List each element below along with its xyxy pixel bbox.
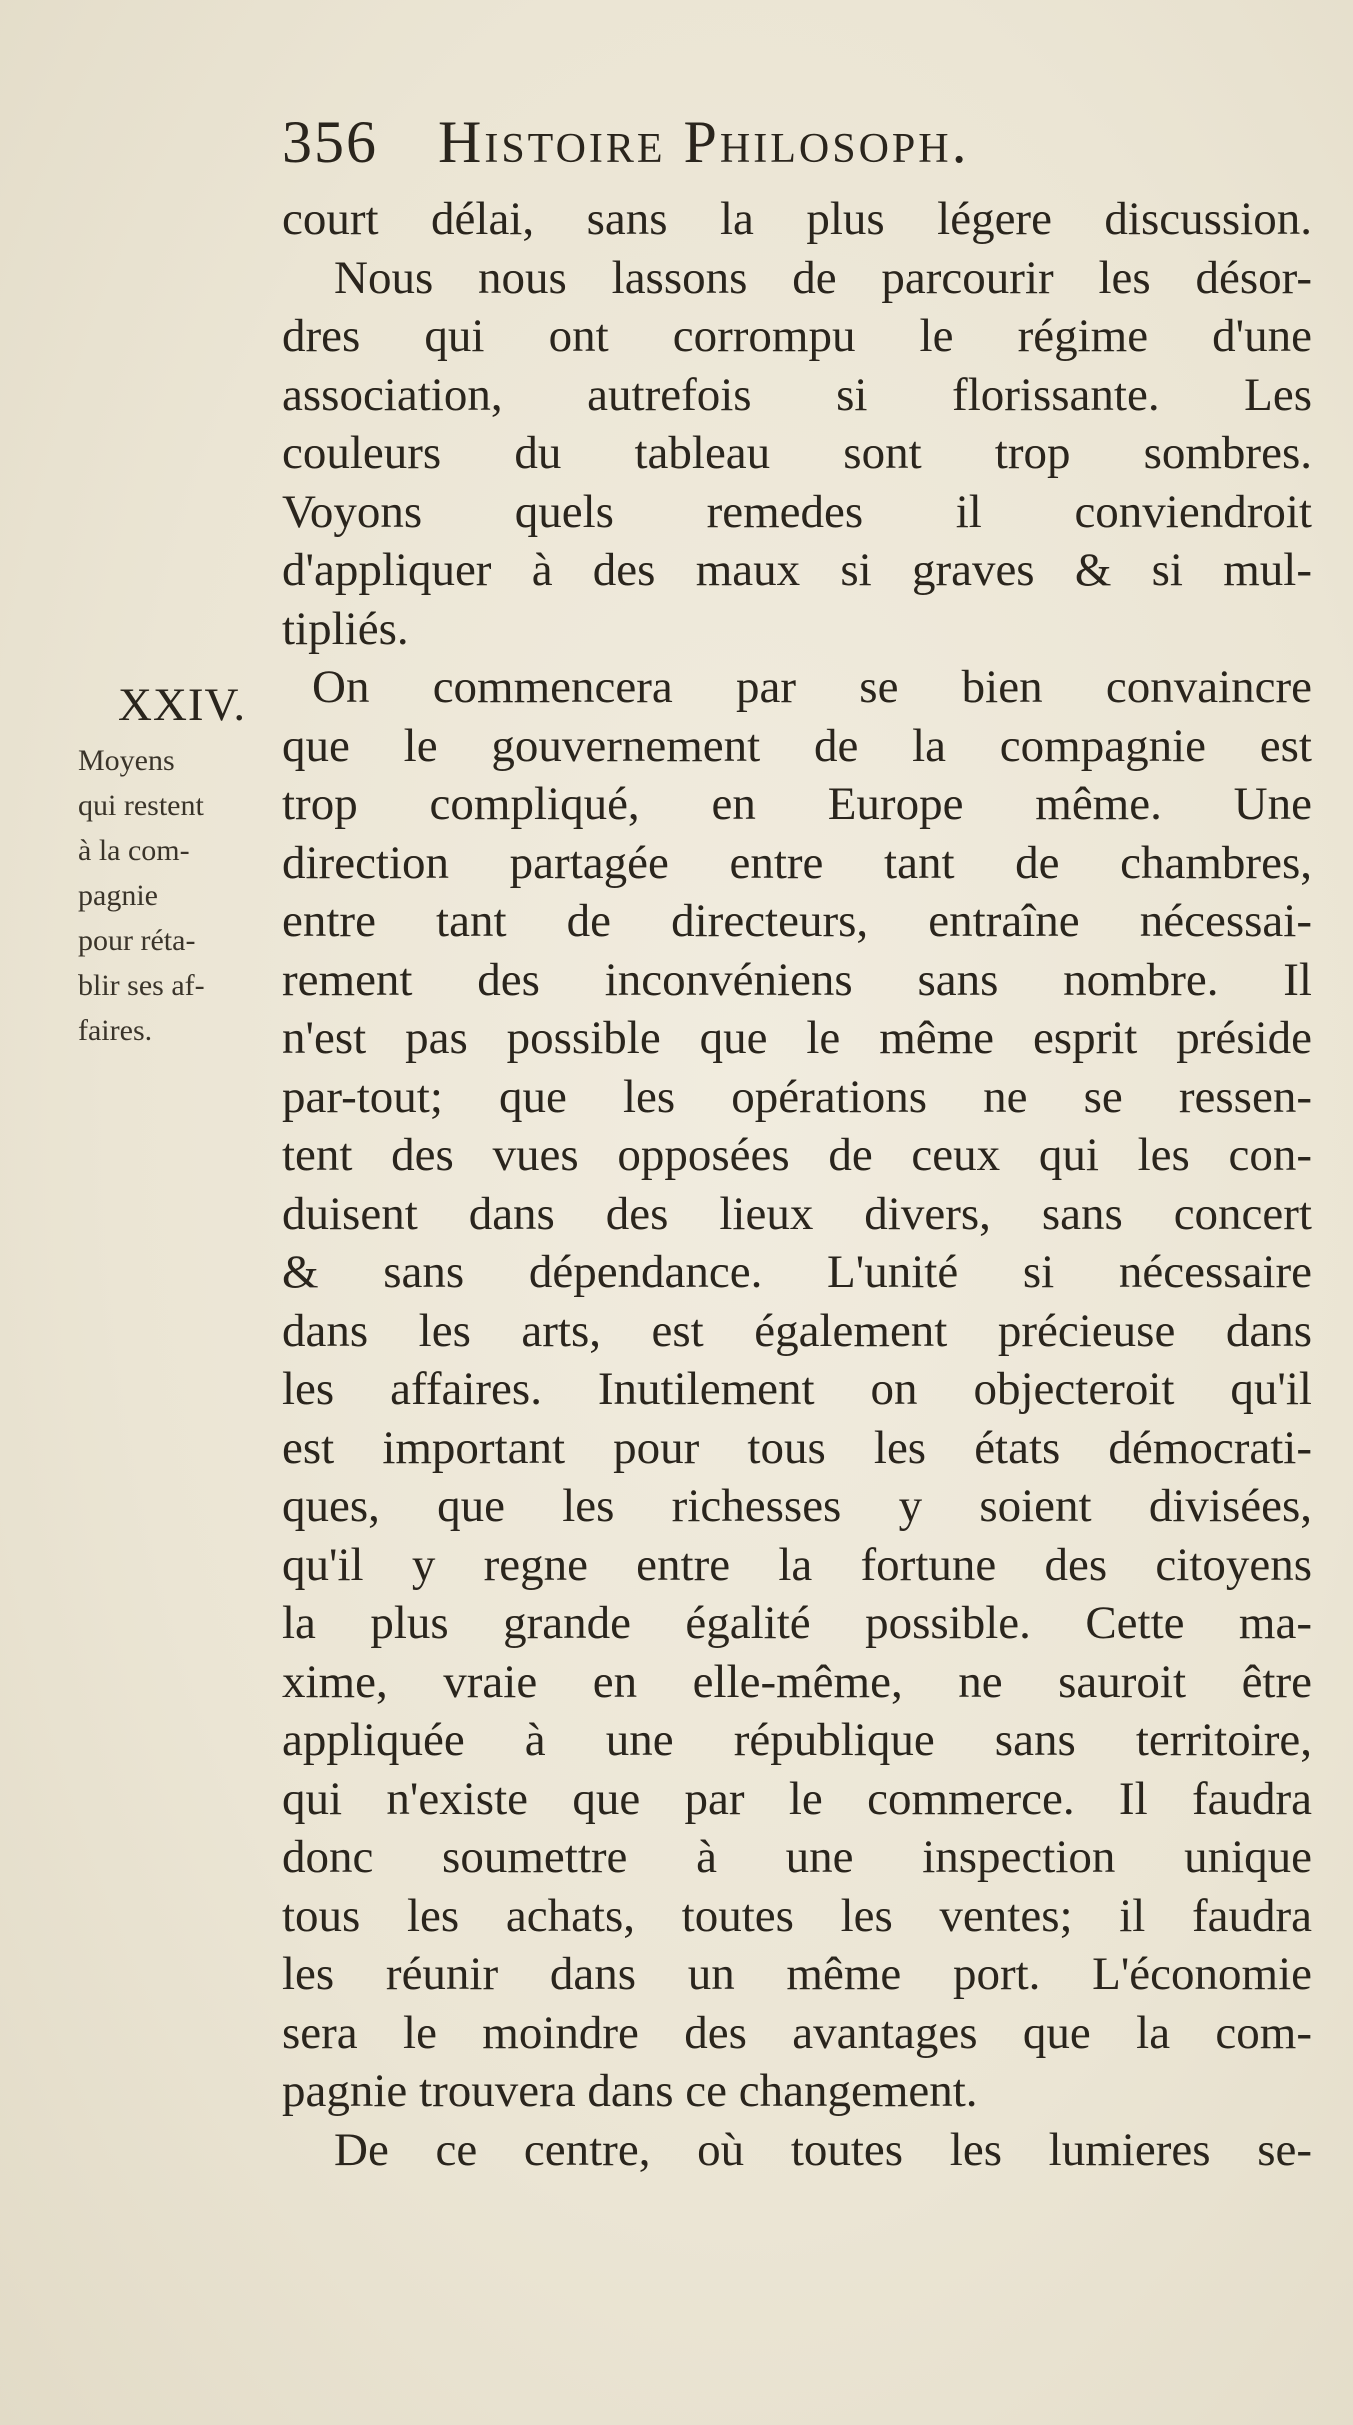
text-line: dans les arts, est également précieuse dans	[282, 1304, 1312, 1357]
margin-note-line: pagnie	[78, 879, 158, 912]
section-number: XXIV.	[118, 679, 247, 731]
body-text	[282, 190, 1312, 2179]
text-line: tous les achats, toutes les ventes; il faudra	[282, 1889, 1312, 1942]
text-line: duisent dans des lieux divers, sans concert	[282, 1187, 1312, 1240]
paragraph-last-line: tipliés.	[282, 602, 409, 655]
margin-note-line: qui restent	[78, 789, 204, 822]
text-line: Voyons quels remedes il conviendroit	[282, 485, 1312, 538]
text-line: trop compliqué, en Europe même. Une	[282, 778, 1312, 830]
text-line: ques, que les richesses y soient divisées,	[282, 1480, 1312, 1532]
text-line: & sans dépendance. L'unité si nécessaire	[282, 1246, 1312, 1298]
paragraph-first-line: Nous nous lassons de parcourir les désor-	[334, 251, 1312, 304]
text-line: est important pour tous les états démocrati-	[282, 1421, 1312, 1474]
text-line: les affaires. Inutilement on objecteroit qu'il	[282, 1363, 1312, 1415]
margin-note-line: Moyens	[78, 744, 175, 777]
text-line: donc soumettre à une inspection unique	[282, 1831, 1312, 1883]
text-line: court délai, sans la plus légere discussion.	[282, 193, 1312, 245]
text-line: association, autrefois si florissante. Les	[282, 368, 1312, 421]
running-header	[282, 108, 970, 177]
text-line: xime, vraie en elle-même, ne sauroit être	[282, 1655, 1312, 1708]
margin-note-line: pour réta-	[78, 924, 196, 957]
running-title: Histoire Philosoph.	[438, 109, 970, 175]
margin-note-line: faires.	[78, 1014, 153, 1047]
text-line: qui n'existe que par le commerce. Il faudra	[282, 1772, 1312, 1825]
text-line: qu'il y regne entre la fortune des citoyens	[282, 1538, 1312, 1591]
text-line: d'appliquer à des maux si graves & si mul-	[282, 544, 1312, 596]
paragraph-first-line: De ce centre, où toutes les lumieres se-	[334, 2123, 1312, 2176]
margin-note-line: blir ses af-	[78, 969, 205, 1002]
text-line: par-tout; que les opérations ne se ressen-	[282, 1070, 1312, 1123]
margin-note	[78, 738, 278, 1053]
text-line: appliquée à une république sans territoire,	[282, 1714, 1312, 1766]
text-line: entre tant de directeurs, entraîne nécessai-	[282, 895, 1312, 947]
text-line: n'est pas possible que le même esprit préside	[282, 1012, 1312, 1064]
text-line: les réunir dans un même port. L'économie	[282, 1948, 1312, 2000]
text-line: couleurs du tableau sont trop sombres.	[282, 427, 1312, 479]
page-number: 356	[282, 109, 378, 175]
text-line: dres qui ont corrompu le régime d'une	[282, 310, 1312, 362]
text-line: sera le moindre des avantages que la com-	[282, 2006, 1312, 2059]
paragraph-last-line: pagnie trouvera dans ce changement.	[282, 2065, 978, 2117]
text-line: que le gouvernement de la compagnie est	[282, 719, 1312, 772]
text-line: la plus grande égalité possible. Cette ma-	[282, 1597, 1312, 1649]
text-line: direction partagée entre tant de chambres,	[282, 836, 1312, 889]
text-line: tent des vues opposées de ceux qui les con-	[282, 1129, 1312, 1181]
paragraph-first-line: On commencera par se bien convaincre	[312, 661, 1312, 713]
text-line: rement des inconvéniens sans nombre. Il	[282, 953, 1312, 1006]
margin-note-line: à la com-	[78, 834, 190, 867]
